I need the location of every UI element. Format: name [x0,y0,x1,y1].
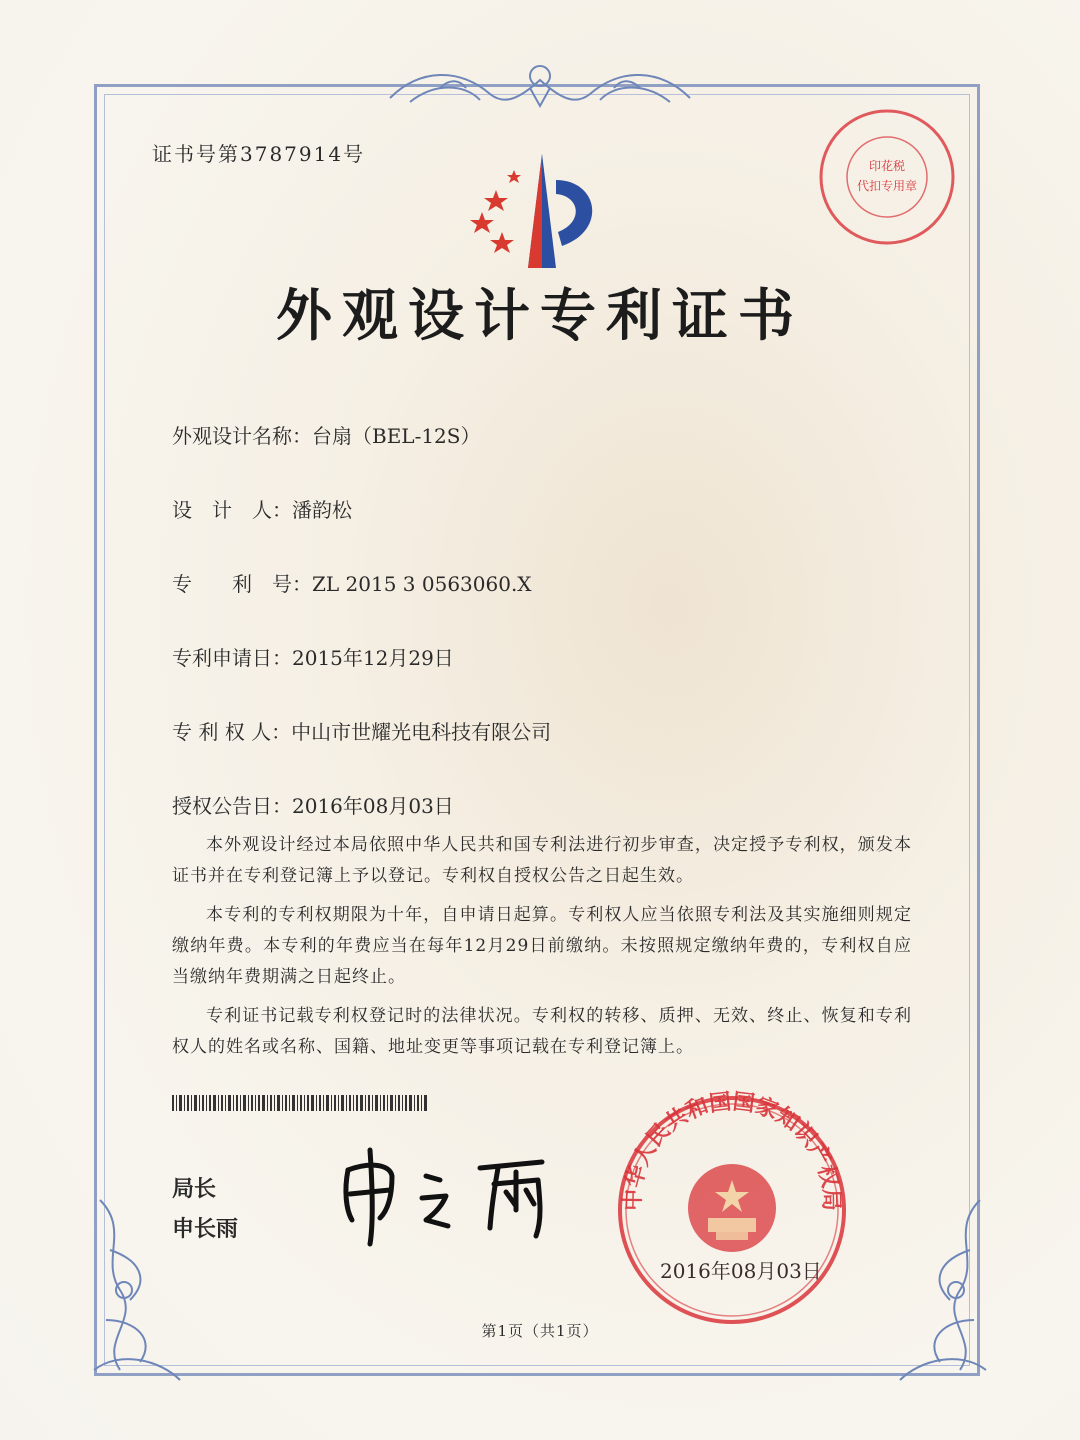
field-patentee [172,716,551,745]
field-value: 台扇（BEL-12S） [312,424,481,448]
body-paragraph-2: 本专利的专利权期限为十年，自申请日起算。专利权人应当依照专利法及其实施细则规定缴纳年费。本专利的年费应当在每年12月29日前缴纳。未按照规定缴纳年费的，专利权自应当缴纳年费期满之日起终止。 [172,905,912,987]
field-patent-number [172,568,532,597]
certificate-body [172,830,912,1071]
field-label: 专 利 号： [172,572,312,596]
body-paragraph-3: 专利证书记载专利权登记时的法律状况。专利权的转移、质押、无效、终止、恢复和专利权人的姓名或名称、国籍、地址变更等事项记载在专利登记簿上。 [172,1006,912,1057]
field-label: 设 计 人： [172,498,292,522]
field-label: 专 利 权 人： [172,720,292,744]
handwritten-signature-icon [330,1140,570,1250]
field-designer [172,494,352,523]
field-label: 授权公告日： [172,794,292,818]
certificate-number: 证书号第3787914号 [152,142,366,166]
seal-date: 2016年08月03日 [660,1259,822,1283]
tax-stamp-icon [812,102,962,252]
svg-text:印花税: 印花税 [868,159,906,173]
signatory-name: 申长雨 [172,1217,239,1242]
field-design-name [172,420,481,449]
field-label: 专利申请日： [172,646,292,670]
certificate-title: 外观设计专利证书 [276,283,804,349]
field-value: 中山市世耀光电科技有限公司 [291,720,552,744]
body-paragraph-1: 本外观设计经过本局依照中华人民共和国专利法进行初步审查，决定授予专利权，颁发本证书并在专利登记簿上予以登记。专利权自授权公告之日起生效。 [172,835,912,886]
svg-text:代扣专用章: 代扣专用章 [856,179,918,193]
field-label: 外观设计名称： [172,424,312,448]
barcode-icon [172,1095,428,1111]
field-value: 潘韵松 [292,498,352,522]
signatory-title: 局长 [172,1177,217,1202]
field-value: 2015年12月29日 [292,646,454,670]
field-application-date [172,642,454,671]
patent-office-logo-icon [458,150,618,280]
page-indicator: 第1页（共1页） [481,1322,599,1340]
seal-ring-text: 中华人民共和国国家知识产权局 [620,1090,844,1211]
top-ornament-icon [380,58,700,118]
official-seal-icon [612,1090,852,1330]
field-value: ZL 2015 3 0563060.X [312,572,532,596]
bottom-right-ornament-icon [890,1190,1000,1390]
field-grant-date [172,790,454,819]
field-value: 2016年08月03日 [292,794,454,818]
